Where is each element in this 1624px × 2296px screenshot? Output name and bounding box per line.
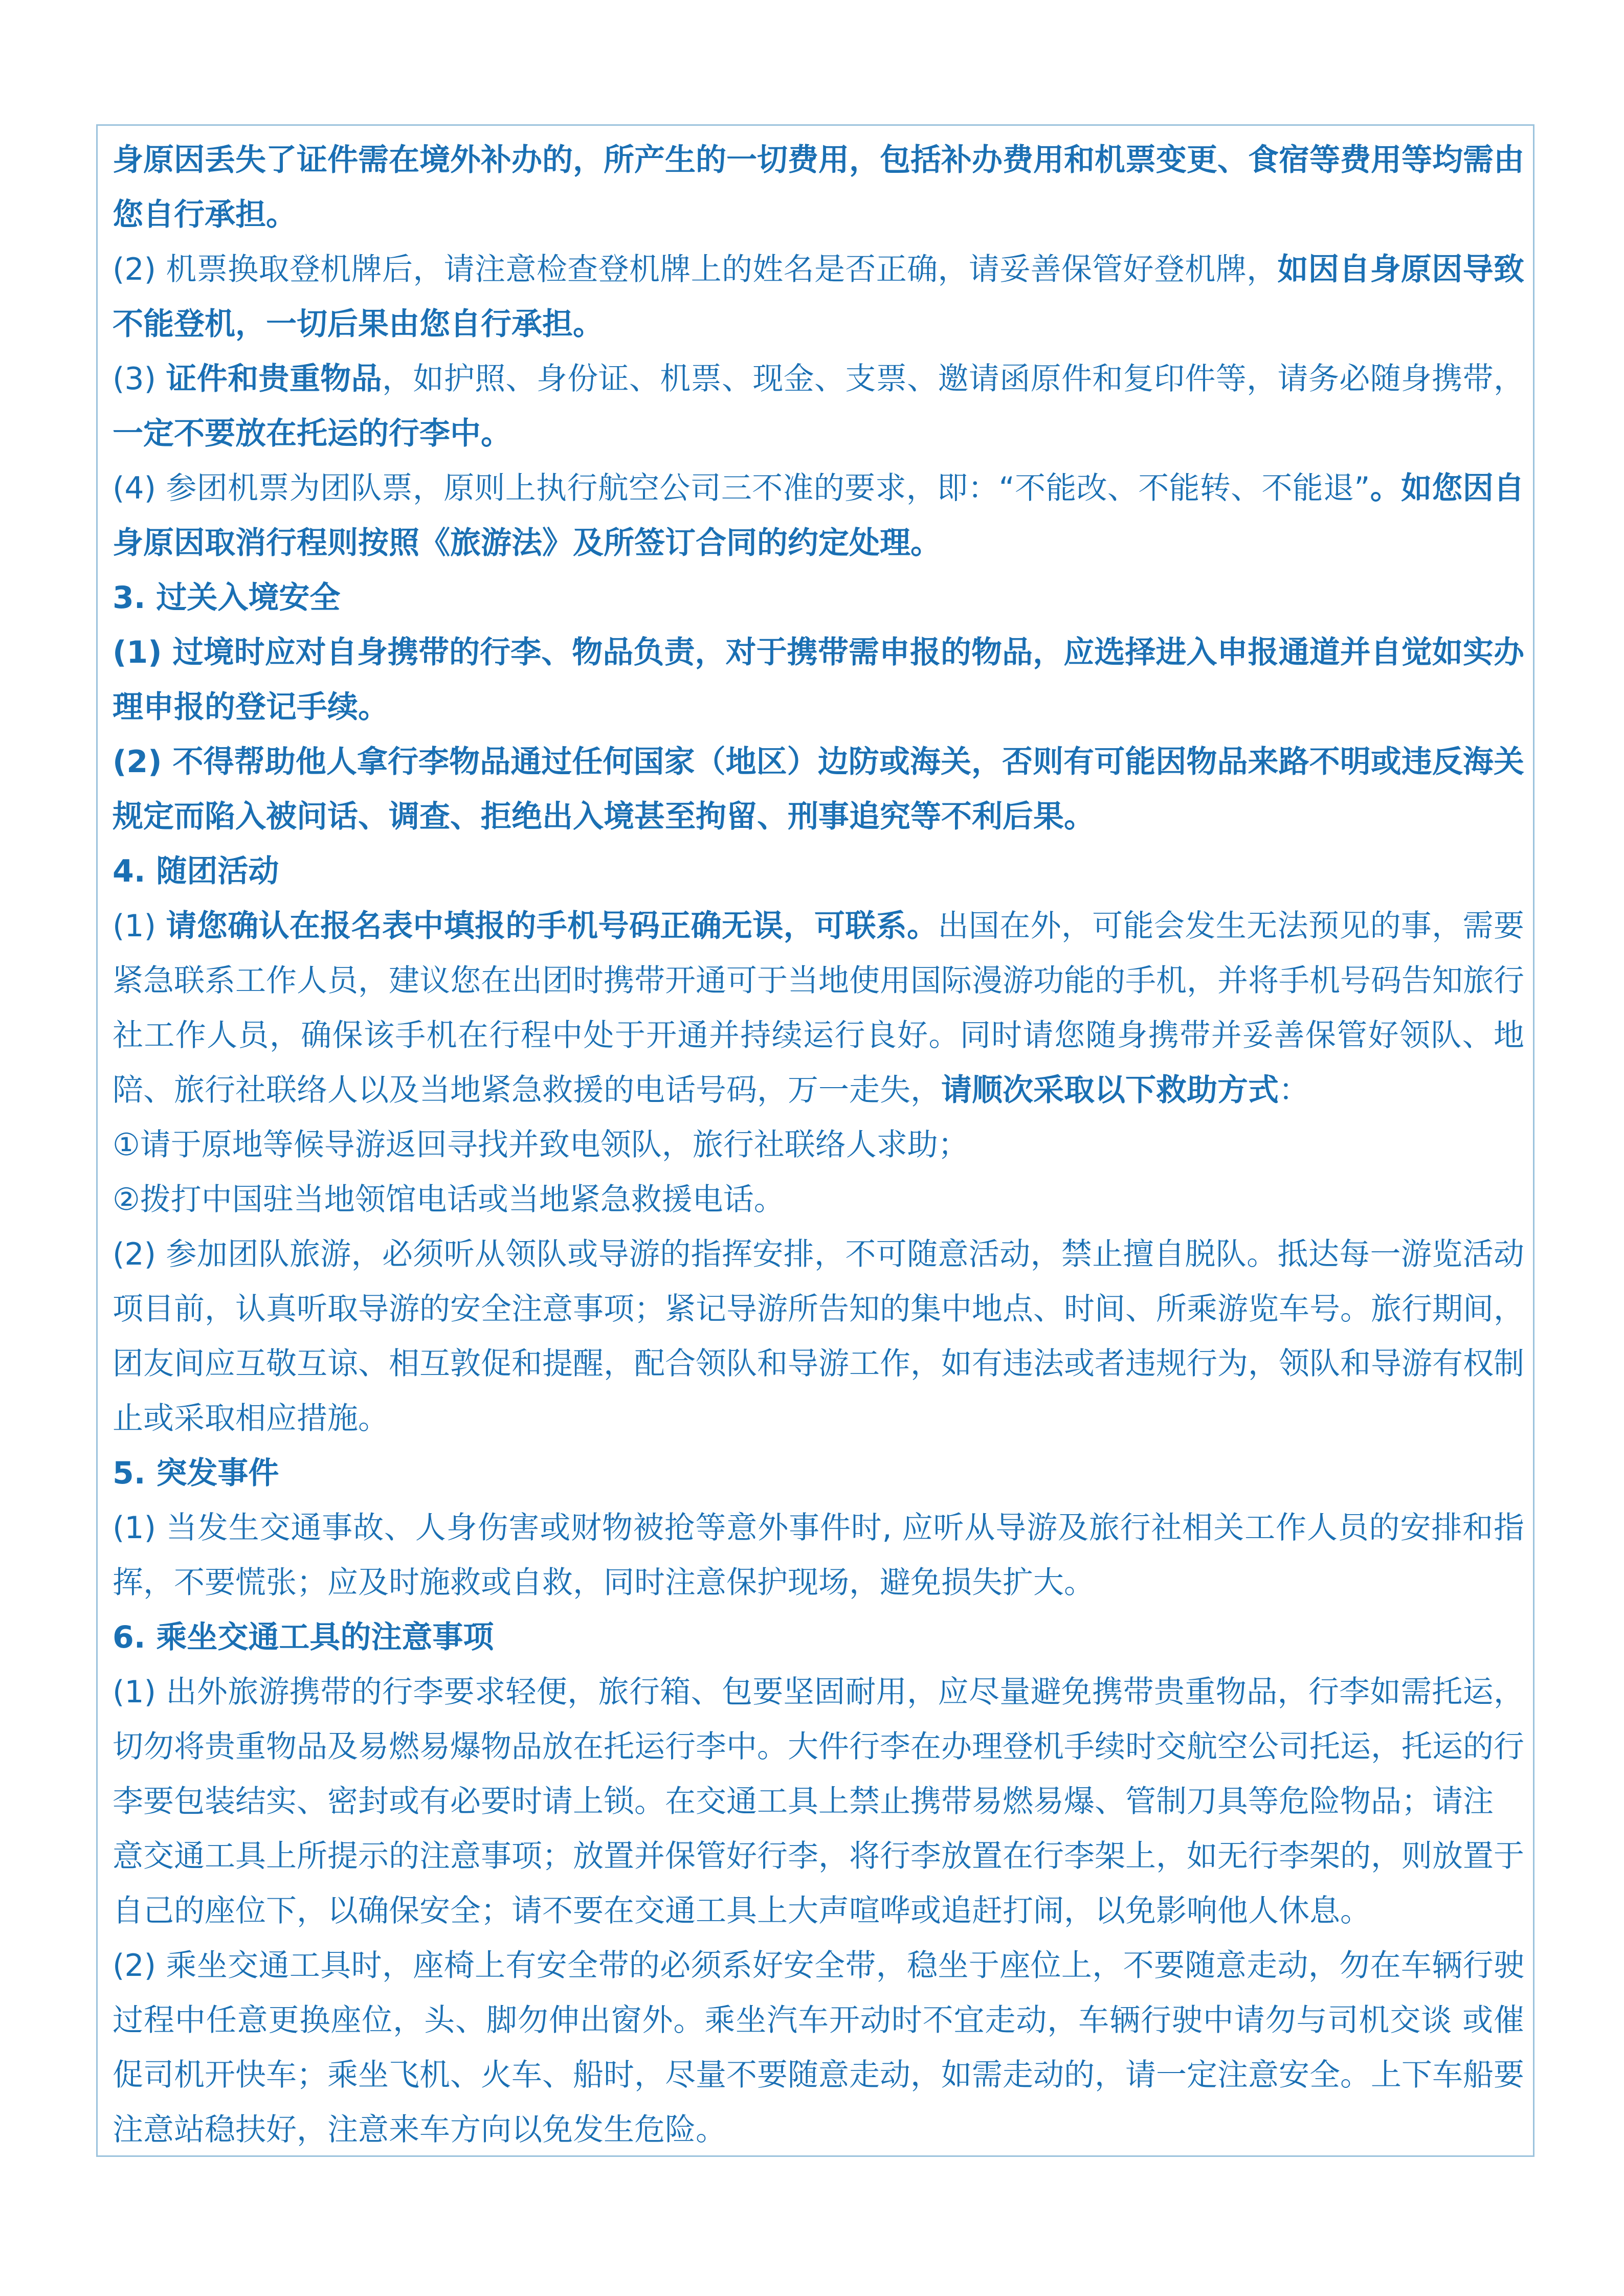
text-run: (2) 乘坐交通工具时，座椅上有安全带的必须系好安全带，稳坐于座位上，不要随意走动，勿在车辆行驶过程中任意更换座位，头、脚勿伸出窗外。乘坐汽车开动时不宜走动，车辆行驶中请勿与司机交谈 或催促司机开快车；乘坐飞机、火车、船时，尽量不要随意走动，如需走动的，请一定注意安全。上下车船要注意站稳扶好，注意来车方向以免发生危险。	[113, 1948, 1524, 2148]
document-body	[113, 133, 1524, 2157]
paragraph	[113, 242, 1524, 352]
paragraph	[113, 1829, 1524, 1939]
text-run: 出国在外，可能会发生无法预见的事，需要紧急联系工作人员，建议您在出团时携带开通可于当地使用国际漫游功能的手机，并将手机号码告知旅行社工作人员，确保该手机在行程中处于开通并持续运行良好。同时请您随身携带并妥善保管好领队、地陪、旅行社联络人以及当地紧急救援的电话号码，万一走失，	[113, 908, 1525, 1108]
text-run: ①请于原地等候导游返回寻找并致电领队，旅行社联络人求助；	[113, 1127, 969, 1163]
text-run: 意交通工具上所提示的注意事项；放置并保管好行李，将行李放置在行李架上，如无行李架的，则放置于自己的座位下，以确保安全；请不要在交通工具上大声喧哗或追赶打闹，以免影响他人休息。	[113, 1838, 1524, 1929]
text-run: (4) 参团机票为团队票，原则上执行航空公司三不准的要求，即：“不能改、不能转、不能退”	[113, 470, 1370, 506]
text-run: ，如护照、身份证、机票、现金、支票、邀请函原件和复印件等，请务必随身携带，	[382, 361, 1525, 397]
list-item	[113, 1173, 1524, 1227]
text-run: 身原因丢失了证件需在境外补办的，所产生的一切费用，包括补办费用和机票变更、食宿等费用等均需由您自行承担。	[113, 142, 1524, 233]
text-run: 证件和贵重物品	[166, 361, 382, 397]
paragraph	[113, 899, 1524, 1118]
text-run: 。如您因自身原因取消行程则按照《旅游法》及所签订合同的约定处理。	[113, 470, 1524, 561]
heading-text: 3. 过关入境安全	[113, 580, 341, 616]
text-run: 请您确认在报名表中填报的手机号码正确无误，可联系。	[166, 908, 938, 944]
paragraph	[113, 1939, 1524, 2157]
paragraph	[113, 1227, 1524, 1446]
text-run: (2) 不得帮助他人拿行李物品通过任何国家（地区）边防或海关，否则有可能因物品来路不明或违反海关规定而陷入被问话、调查、拒绝出入境甚至拘留、刑事追究等不利后果。	[113, 744, 1524, 835]
paragraph	[113, 461, 1524, 571]
heading-text: 6. 乘坐交通工具的注意事项	[113, 1619, 494, 1655]
text-run: ：	[1279, 1072, 1309, 1108]
text-run: 一定不要放在托运的行李中。	[113, 416, 511, 452]
text-run: 请顺次采取以下救助方式	[941, 1072, 1279, 1108]
section-heading	[113, 1446, 1524, 1501]
text-run: 如因自身原因导致不能登机，一切后果由您自行承担。	[113, 252, 1525, 342]
heading-text: 4. 随团活动	[113, 853, 279, 889]
text-run: (3)	[113, 361, 166, 397]
section-heading	[113, 844, 1524, 899]
heading-text: 5. 突发事件	[113, 1455, 279, 1491]
paragraph	[113, 625, 1524, 735]
paragraph	[113, 352, 1524, 461]
section-heading	[113, 571, 1524, 625]
section-heading	[113, 1610, 1524, 1665]
text-run: (1)	[113, 908, 166, 944]
paragraph	[113, 1665, 1524, 1829]
text-run: (1) 当发生交通事故、人身伤害或财物被抢等意外事件时, 应听从导游及旅行社相关工作人员的安排和指挥，不要慌张；应及时施救或自救，同时注意保护现场，避免损失扩大。	[113, 1510, 1524, 1601]
text-run: (2) 参加团队旅游，必须听从领队或导游的指挥安排，不可随意活动，禁止擅自脱队。抵达每一游览活动项目前，认真听取导游的安全注意事项；紧记导游所告知的集中地点、时间、所乘游览车号。旅行期间，团友间应互敬互谅、相互敦促和提醒，配合领队和导游工作，如有违法或者违规行为，领队和导游有权制止或采取相应措施。	[113, 1236, 1524, 1436]
list-item	[113, 1118, 1524, 1173]
text-run: (1) 出外旅游携带的行李要求轻便，旅行箱、包要坚固耐用，应尽量避免携带贵重物品，行李如需托运，切勿将贵重物品及易燃易爆物品放在托运行李中。大件行李在办理登机手续时交航空公司托运，托运的行李要包装结实、密封或有必要时请上锁。在交通工具上禁止携带易燃易爆、管制刀具等危险物品；请注	[113, 1674, 1524, 1819]
paragraph	[113, 735, 1524, 844]
paragraph	[113, 1501, 1524, 1610]
paragraph	[113, 133, 1524, 242]
text-run: (1) 过境时应对自身携带的行李、物品负责，对于携带需申报的物品，应选择进入申报通道并自觉如实办理申报的登记手续。	[113, 635, 1524, 725]
text-run: ②拨打中国驻当地领馆电话或当地紧急救援电话。	[113, 1182, 785, 1218]
text-run: (2) 机票换取登机牌后，请注意检查登机牌上的姓名是否正确，请妥善保管好登机牌，	[113, 252, 1278, 287]
